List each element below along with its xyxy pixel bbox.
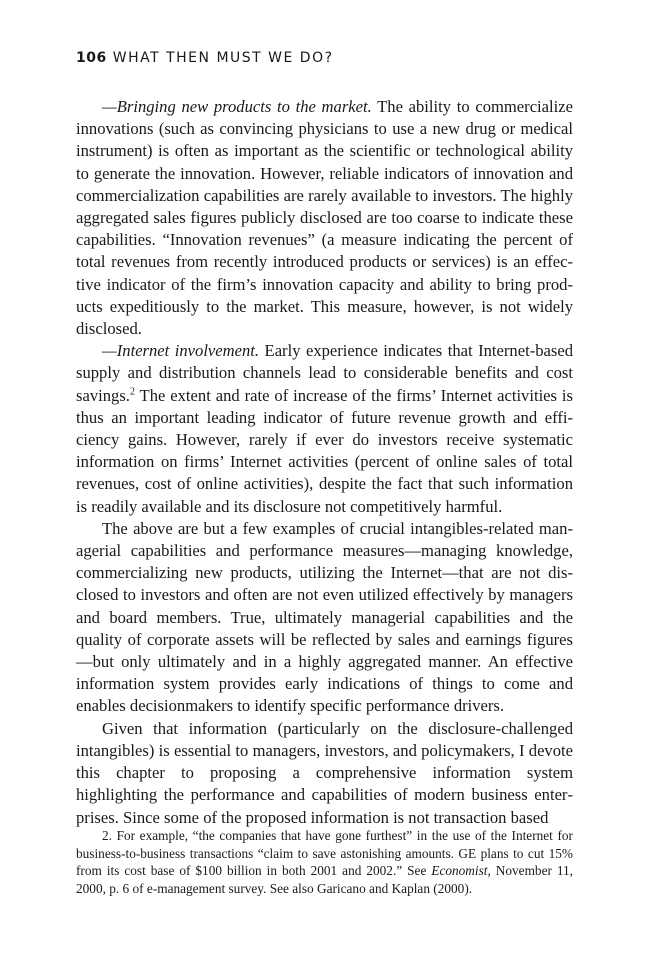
footnote [76, 827, 573, 897]
paragraph-examples [76, 518, 573, 718]
footnote-italic: Economist, [431, 863, 491, 879]
paragraph-lead: —Bringing new products to the market. [102, 97, 372, 116]
paragraph-internet-involvement [76, 340, 573, 518]
paragraph-new-products [76, 96, 573, 340]
paragraph-text: The above are but a few examples of crucial intangibles-related managerial capabilities and performance measures—managing knowledge, commercializing new products, utilizing the Internet—that are not disclosed to investors and often are not even utilized effectively by managers and board members. True, ultimately managerial capabilities and the quality of corporate assets will be reflected by sales and earnings figures—but only ultimately and in a highly aggregated manner. An effective information system provides early indications of things to come and enables decisionmakers to identify specific performance drivers. [76, 518, 573, 716]
paragraph-text: The extent and rate of increase of the firms’ Internet activities is thus an important leading indicator of future revenue growth and efficiency gains. However, rarely if ever do investors receive systematic information on firms’ Internet activities (percent of online sales of total revenues, cost of online activities), despite the fact that such information is readily available and its disclosure not competitively harmful. [76, 385, 573, 516]
paragraph-information-system [76, 718, 573, 829]
paragraph-lead: —Internet involvement. [102, 341, 260, 361]
footnote-reference: 2 [129, 386, 135, 398]
running-head [76, 50, 334, 66]
footnote-text: November 11, 2000, p. 6 of e-management survey. See also Garicano and Kaplan (2000). [76, 863, 573, 896]
paragraph-text: Given that information (particularly on the disclosure-challenged intangibles) is essential to managers, investors, and policymakers, I devote this chapter to proposing a comprehensive information system highlighting the performance and capabilities of modern business enterprises. Since some of the proposed information is not transaction based [76, 718, 573, 827]
paragraph-text: Early experience indicates that Internet-based supply and distribution channels lead to considerable benefits and cost savings. [76, 341, 573, 405]
chapter-title: WHAT THEN MUST WE DO? [112, 50, 334, 66]
body-text [76, 96, 573, 829]
page-number: 106 [76, 50, 107, 66]
footnote-text: 2. For example, “the companies that have gone furthest” in the use of the Internet for business-to-business transactions “claim to save astonishing amounts. GE plans to cut 15% from its cost base of $100 billion in both 2001 and 2002.” See [76, 828, 573, 879]
paragraph-text: The ability to commercialize innovations (such as convincing physicians to use a new drug or medical instrument) is often as important as the scientific or technological ability to generate the innovation. However, reliable indicators of innovation and commercialization capabilities are rarely available to investors. The highly aggregated sales figures publicly disclosed are too coarse to indicate these capabilities. “Innovation revenues” (a measure indicating the percent of total revenues from recently introduced products or services) is an effective indicator of the firm’s innovation capacity and ability to bring products expeditiously to the market. This measure, however, is not widely disclosed. [76, 97, 573, 339]
